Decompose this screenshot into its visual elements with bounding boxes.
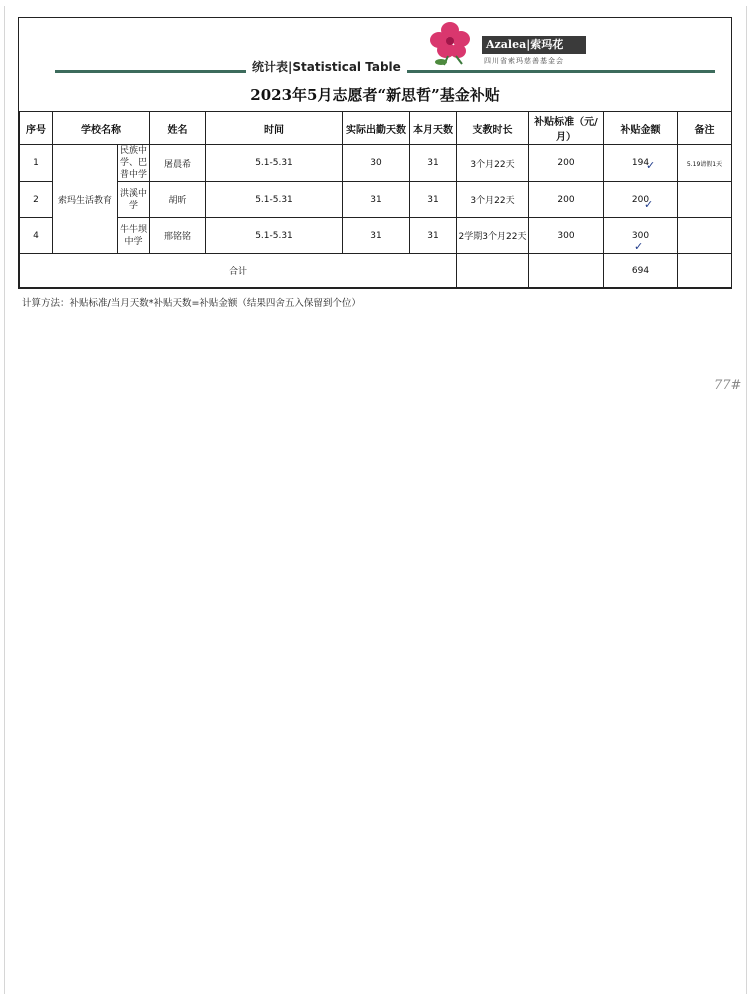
row-teach-duration: 3个月22天 bbox=[457, 145, 529, 182]
col-header-amount: 补贴金额 bbox=[604, 112, 678, 145]
row-month-days: 31 bbox=[410, 218, 457, 254]
row-amount: 194 bbox=[631, 158, 650, 168]
col-header-period: 时间 bbox=[206, 112, 343, 145]
row-teach-duration: 3个月22天 bbox=[457, 182, 529, 218]
row-teach-duration: 2学期3个月22天 bbox=[457, 218, 529, 254]
col-header-school: 学校名称 bbox=[53, 112, 150, 145]
total-empty-cell bbox=[678, 254, 732, 288]
row-amount: 200 bbox=[631, 194, 650, 205]
total-empty-cell bbox=[529, 254, 604, 288]
azalea-logo bbox=[428, 20, 588, 66]
row-seq: 4 bbox=[20, 218, 53, 254]
brand-badge: Azalea|索玛花 bbox=[482, 36, 586, 54]
row-school: 牛牛坝中学 bbox=[118, 218, 150, 254]
col-header-name: 姓名 bbox=[150, 112, 206, 145]
row-actual-days: 31 bbox=[343, 182, 410, 218]
row-standard: 200 bbox=[529, 182, 604, 218]
table-row bbox=[20, 218, 732, 254]
row-remark: 5.19请假1天 bbox=[678, 145, 732, 182]
col-header-seq: 序号 bbox=[20, 112, 53, 145]
table-row bbox=[20, 182, 732, 218]
org-name: 四川省索玛慈善基金会 bbox=[484, 57, 564, 65]
statistical-table-label: 统计表|Statistical Table bbox=[246, 58, 407, 75]
azalea-flower-icon bbox=[428, 20, 484, 66]
row-actual-days: 31 bbox=[343, 218, 410, 254]
row-name: 屠晨希 bbox=[150, 145, 206, 182]
col-header-standard: 补贴标准（元/月） bbox=[529, 112, 604, 145]
row-month-days: 31 bbox=[410, 145, 457, 182]
table-header-row bbox=[20, 112, 732, 145]
row-actual-days: 30 bbox=[343, 145, 410, 182]
row-amount: 300 bbox=[631, 230, 650, 241]
total-empty-cell bbox=[457, 254, 529, 288]
row-month-days: 31 bbox=[410, 182, 457, 218]
row-period: 5.1-5.31 bbox=[206, 218, 343, 254]
table-row bbox=[20, 145, 732, 182]
row-standard: 300 bbox=[529, 218, 604, 254]
total-label: 合计 bbox=[20, 254, 457, 288]
row-amount-cell bbox=[604, 218, 678, 254]
row-period: 5.1-5.31 bbox=[206, 182, 343, 218]
row-remark bbox=[678, 182, 732, 218]
total-row bbox=[20, 254, 732, 288]
row-remark bbox=[678, 218, 732, 254]
check-mark-icon: ✓ bbox=[646, 159, 656, 172]
row-period: 5.1-5.31 bbox=[206, 145, 343, 182]
page-title: 2023年5月志愿者“新思哲”基金补贴 bbox=[250, 86, 500, 104]
total-amount: 694 bbox=[604, 254, 678, 288]
row-amount-cell bbox=[604, 145, 678, 182]
col-header-month-days: 本月天数 bbox=[410, 112, 457, 145]
row-seq: 1 bbox=[20, 145, 53, 182]
col-header-actual-days: 实际出勤天数 bbox=[343, 112, 410, 145]
check-mark-icon: ✓ bbox=[644, 198, 654, 211]
margin-handwritten-note: 77# bbox=[714, 378, 742, 393]
calculation-method: 计算方法：补贴标准/当月天数*补贴天数=补贴金额（结果四舍五入保留到个位） bbox=[22, 298, 361, 309]
row-school: 民族中学、巴普中学 bbox=[118, 145, 150, 182]
org-name-cell: 索玛生活教育 bbox=[53, 145, 118, 254]
row-name: 邢铭铭 bbox=[150, 218, 206, 254]
row-standard: 200 bbox=[529, 145, 604, 182]
col-header-remark: 备注 bbox=[678, 112, 732, 145]
row-school: 洪溪中学 bbox=[118, 182, 150, 218]
check-mark-icon: ✓ bbox=[634, 240, 644, 253]
subsidy-table bbox=[19, 111, 732, 288]
row-name: 胡昕 bbox=[150, 182, 206, 218]
row-seq: 2 bbox=[20, 182, 53, 218]
row-amount-cell bbox=[604, 182, 678, 218]
col-header-teach-duration: 支教时长 bbox=[457, 112, 529, 145]
